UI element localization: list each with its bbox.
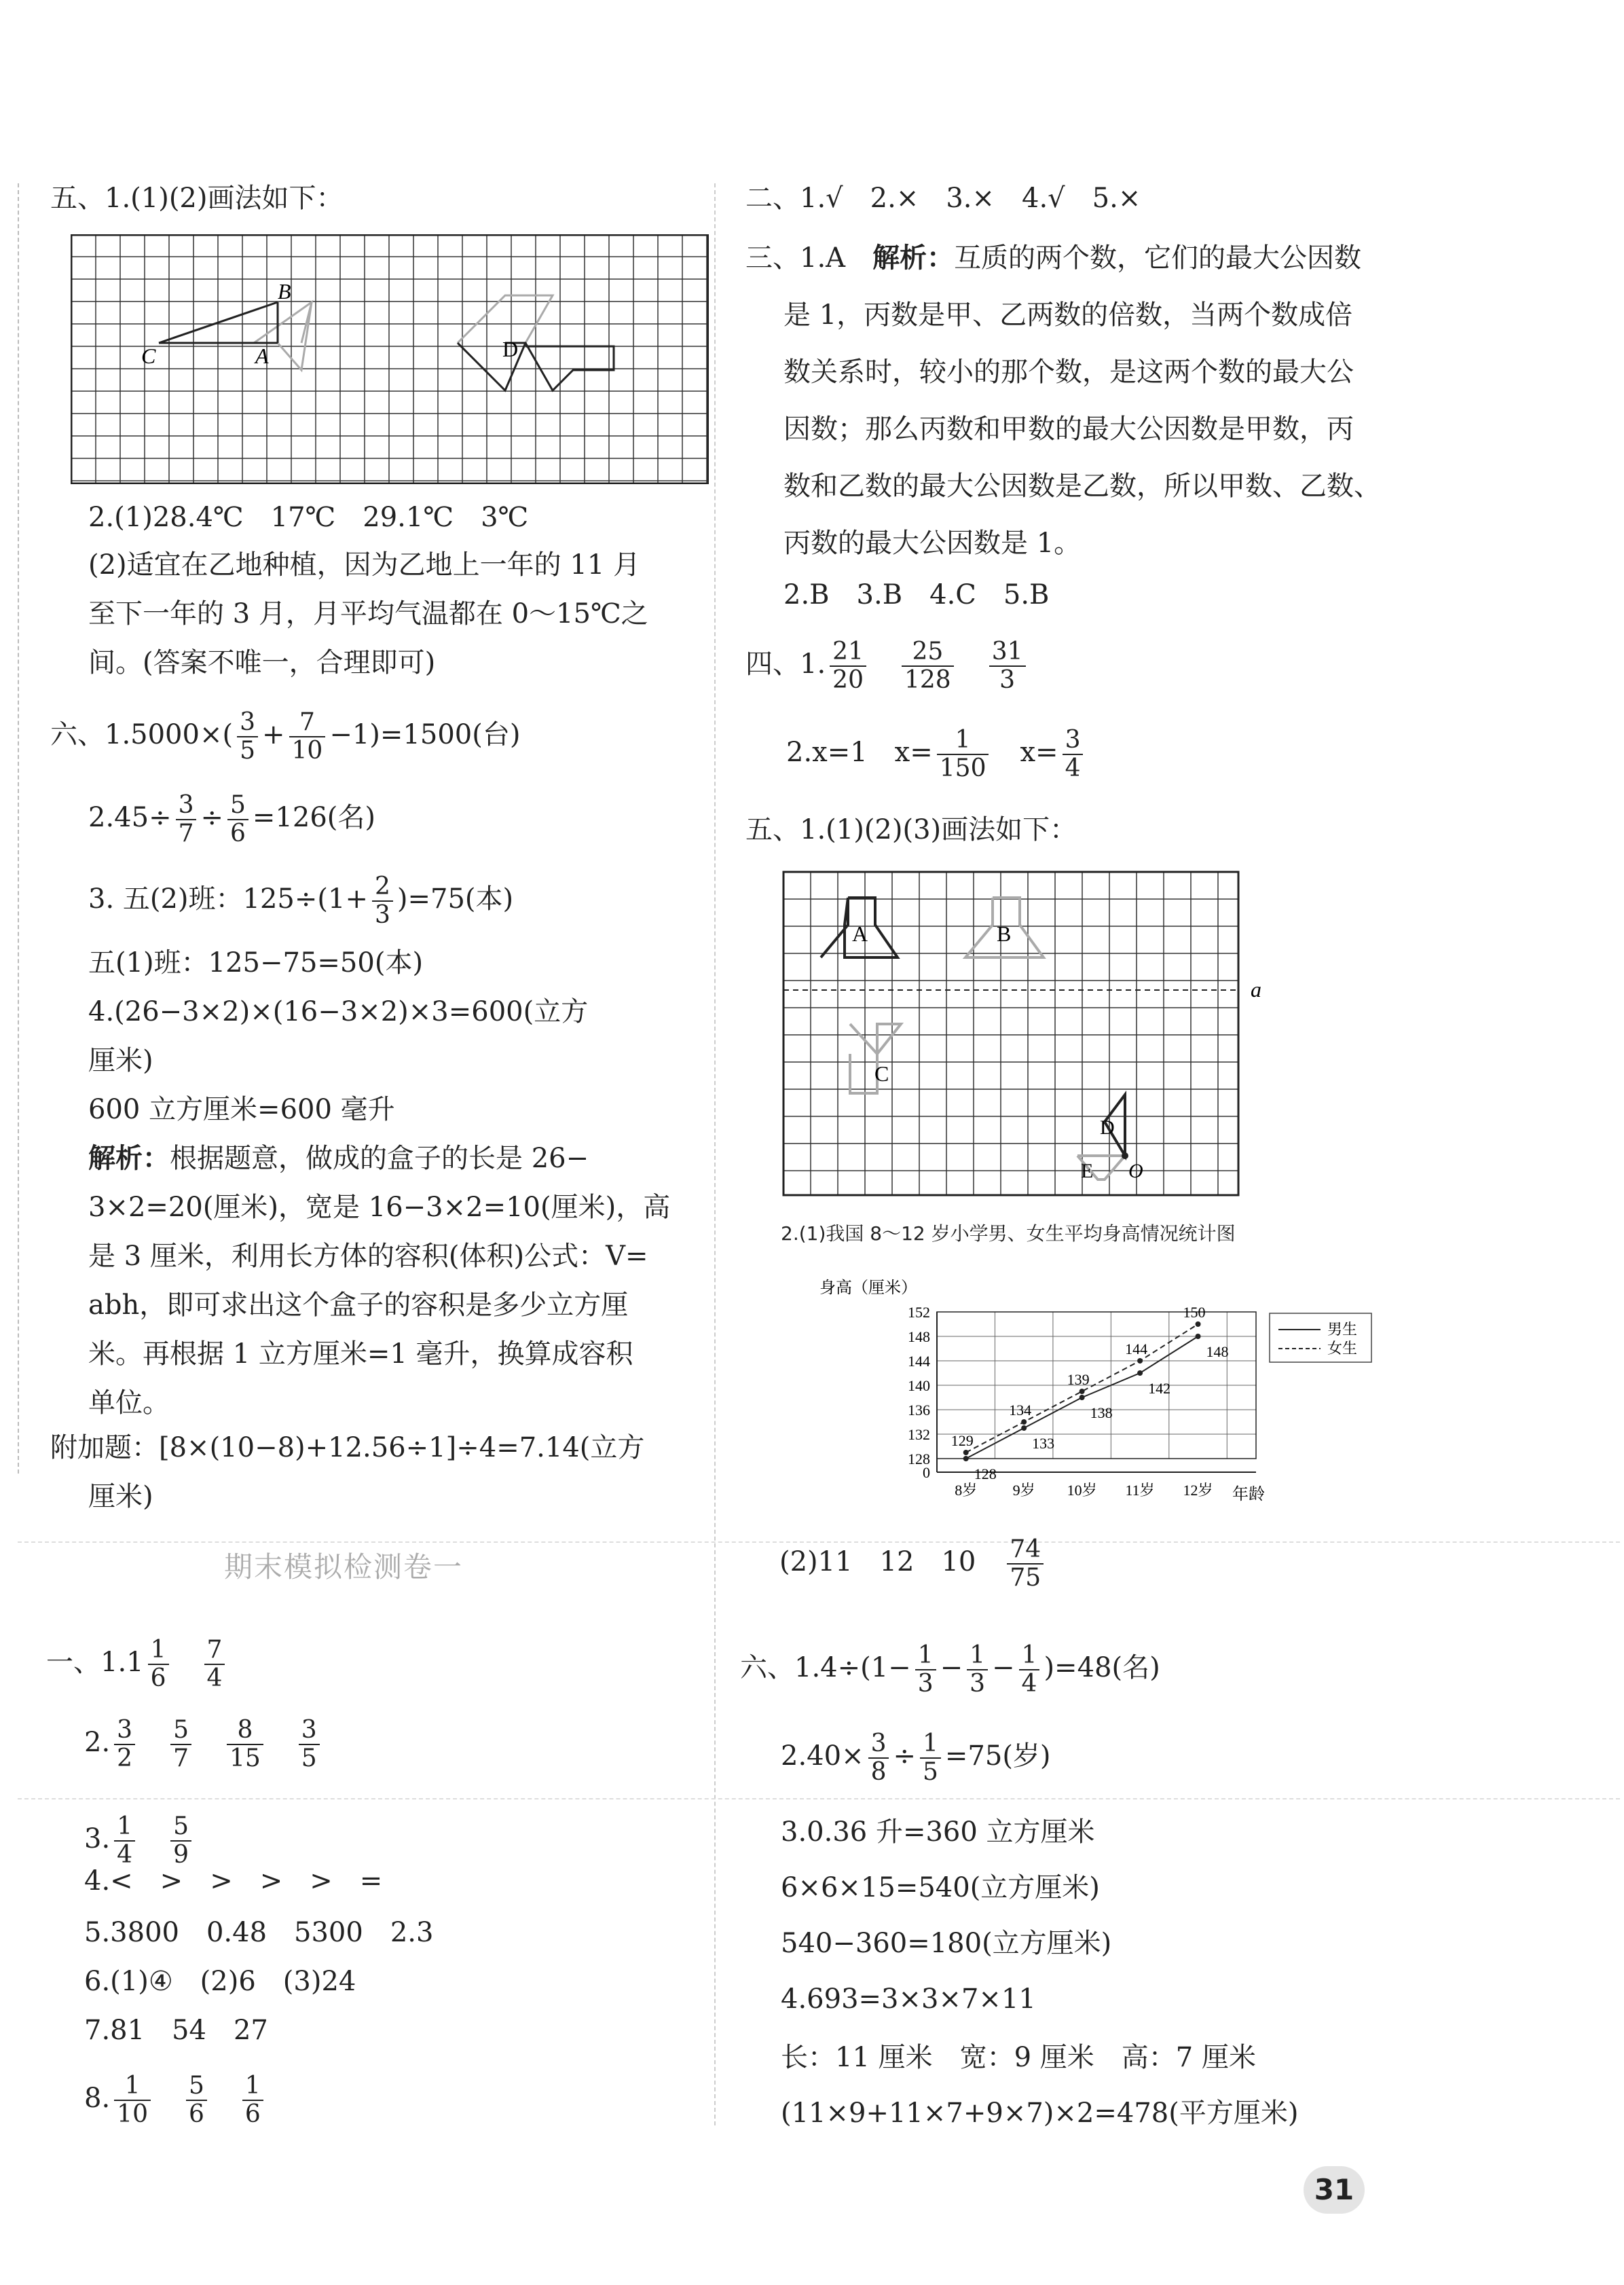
left-line-7: 4.(26−3×2)×(16−3×2)×3=600(立方: [88, 996, 589, 1027]
data-label: 129: [951, 1432, 974, 1449]
grid2-label-E: E: [1081, 1160, 1094, 1182]
data-point: [963, 1450, 969, 1455]
left-q5-2-2: (2)适宜在乙地种植，因为乙地上一年的 11 月: [88, 549, 640, 581]
left-q5-2-4: 间。(答案不唯一，合理即可): [88, 647, 436, 678]
y-tick-label: 148: [908, 1328, 930, 1345]
right-three-5: 数和乙数的最大公因数是乙数，所以甲数、乙数、: [783, 471, 1381, 502]
data-point: [1196, 1321, 1201, 1327]
center-rule: [714, 183, 716, 2125]
y-tick-label: 136: [908, 1402, 930, 1419]
left-line-14: 米。再根据 1 立方厘米=1 毫升，换算成容积: [88, 1338, 633, 1370]
left-q2: 2. $\frac{3}{2}$ $\frac{5}{7}$ $\frac{8}{15}$ $\frac{3}{5}$: [84, 1717, 324, 1772]
grid1-label-B: B: [278, 279, 291, 304]
y-tick-label: 132: [908, 1426, 930, 1443]
left-line-13: abh，即可求出这个盒子的容积是多少立方厘: [88, 1290, 629, 1321]
grid1-label-D: D: [502, 337, 519, 361]
right-six-3c: 540−360=180(立方厘米): [781, 1928, 1112, 1959]
left-line-17: 厘米): [88, 1481, 153, 1512]
right-six-4b: 长：11 厘米 宽：9 厘米 高：7 厘米: [781, 2042, 1256, 2073]
grid1-label-A: A: [255, 344, 269, 368]
left-line-12: 是 3 厘米，利用长方体的容积(体积)公式：V=: [88, 1241, 648, 1272]
left-q7: 7.81 54 27: [84, 2015, 268, 2046]
legend-boys: 男生: [1327, 1321, 1358, 1338]
left-margin-rule: [18, 183, 19, 1474]
page-number-badge: [1304, 2166, 1365, 2214]
data-point: [963, 1456, 969, 1461]
grid2-label-D: D: [1100, 1116, 1115, 1139]
data-label: 128: [974, 1465, 997, 1482]
right-two: 二、1.√ 2.× 3.× 4.√ 5.×: [745, 183, 1141, 214]
x-tick-label: 8岁: [955, 1482, 978, 1499]
left-line-16: 附加题：[8×(10−8)+12.56÷1]÷4=7.14(立方: [50, 1432, 645, 1463]
height-line-chart: [805, 1268, 1388, 1520]
x-tick-label: 9岁: [1012, 1482, 1035, 1499]
data-point: [1021, 1425, 1027, 1431]
y-tick-label: 152: [908, 1304, 930, 1321]
data-label: 150: [1183, 1304, 1206, 1321]
y-tick-label: 144: [908, 1353, 930, 1370]
data-label: 133: [1032, 1435, 1055, 1452]
right-six-3: 3.0.36 升=360 立方厘米: [781, 1816, 1095, 1848]
data-label: 142: [1148, 1380, 1171, 1397]
right-four-2: 2.x=1 x= $\frac{1}{150}$ x= $\frac{3}{4}$: [786, 727, 1087, 782]
right-three-3: 数关系时，较小的那个数，是这两个数的最大公: [783, 357, 1354, 388]
left-line-15: 单位。: [88, 1387, 170, 1419]
data-label: 139: [1067, 1371, 1090, 1388]
page-number: 31: [1314, 2173, 1354, 2206]
left-q5-2-1: 2.(1)28.4℃ 17℃ 29.1℃ 3℃: [88, 502, 529, 533]
left-line-11: 3×2=20(厘米)，宽是 16−3×2=10(厘米)，高: [88, 1192, 671, 1223]
data-point: [1079, 1395, 1085, 1400]
section-title: 期末模拟检测卷一: [224, 1550, 464, 1584]
left-q4: 4.< > > > > =: [84, 1865, 383, 1897]
data-label: 148: [1206, 1343, 1229, 1360]
left-line-6: 五(1)班：125−75=50(本): [88, 947, 424, 979]
right-six-4: 4.693=3×3×7×11: [781, 1984, 1036, 2015]
right-three-1: 三、1.A 解析：互质的两个数，它们的最大公因数: [745, 242, 1362, 274]
left-line-9: 600 立方厘米=600 毫升: [88, 1094, 395, 1125]
right-three-6: 丙数的最大公因数是 1。: [783, 528, 1082, 559]
x-tick-label: 10岁: [1067, 1482, 1097, 1499]
y-tick-label: 128: [908, 1450, 930, 1467]
right-five-heading: 五、1.(1)(2)(3)画法如下：: [745, 814, 1077, 845]
right-four-1: 四、1. $\frac{21}{20}$ $\frac{25}{128}$ $\frac{31}{3}$: [745, 638, 1030, 694]
data-label: 138: [1090, 1404, 1113, 1421]
left-q5-heading: 五、1.(1)(2)画法如下：: [50, 183, 344, 214]
left-q1: 一、1.1 $\frac{1}{6}$ $\frac{7}{4}$: [46, 1637, 229, 1692]
section-divider-2: [18, 1798, 1620, 1799]
grid2-label-a: a: [1251, 977, 1261, 1002]
right-three-7: 2.B 3.B 4.C 5.B: [783, 579, 1050, 610]
x-tick-label: 11岁: [1125, 1482, 1155, 1499]
legend-girls: 女生: [1327, 1340, 1358, 1357]
grid2-label-O: O: [1128, 1160, 1143, 1182]
left-six-2: 2.45÷ $\frac{3}{7}$ ÷ $\frac{5}{6}$ =126(名): [88, 791, 375, 847]
left-q3: 3. $\frac{1}{4}$ $\frac{5}{9}$: [84, 1813, 196, 1869]
grid2-label-B: B: [997, 921, 1012, 946]
right-six-3b: 6×6×15=540(立方厘米): [781, 1872, 1100, 1903]
right-three-4: 因数；那么丙数和甲数的最大公因数是甲数，丙: [783, 414, 1354, 445]
data-point: [1079, 1389, 1085, 1394]
grid-figure-2: [782, 871, 1271, 1196]
chart-ylabel: 身高（厘米）: [819, 1279, 917, 1297]
chart-xlabel: 年龄: [1232, 1486, 1265, 1503]
chart-caption: 2.(1)我国 8～12 岁小学男、女生平均身高情况统计图: [781, 1222, 1236, 1245]
right-six-1: 六、1.4÷(1− $\frac{1}{3}$ − $\frac{1}{3}$ − $\frac{1}{4}$ )=48(名): [740, 1641, 1160, 1698]
grid2-label-A: A: [852, 921, 868, 946]
data-label: 134: [1009, 1402, 1032, 1419]
right-six-4c: (11×9+11×7+9×7)×2=478(平方厘米): [781, 2098, 1299, 2129]
grid1-label-C: C: [141, 344, 156, 368]
right-three-2: 是 1，丙数是甲、乙两数的倍数，当两个数成倍: [783, 299, 1353, 331]
y-tick-label: 140: [908, 1377, 930, 1394]
y-tick-label: 0: [923, 1464, 930, 1481]
grid2-label-C: C: [874, 1061, 889, 1086]
left-q5: 5.3800 0.48 5300 2.3: [84, 1917, 434, 1948]
right-six-2: 2.40× $\frac{3}{8}$ ÷ $\frac{1}{5}$ =75(岁): [781, 1730, 1051, 1786]
left-line-10: 解析：根据题意，做成的盒子的长是 26−: [88, 1143, 589, 1174]
left-q6: 6.(1)④ (2)6 (3)24: [84, 1966, 356, 1997]
right-five-2-2: (2)11 12 10 $\frac{74}{75}$: [779, 1536, 1048, 1592]
x-tick-label: 12岁: [1183, 1482, 1213, 1499]
grid-figure-1: [71, 234, 709, 484]
left-six-3: 3. 五(2)班：125÷(1+ $\frac{2}{3}$ )=75(本): [88, 873, 514, 929]
left-q8: 8. $\frac{1}{10}$ $\frac{5}{6}$ $\frac{1}{6}$: [84, 2072, 267, 2128]
left-line-8: 厘米): [88, 1045, 153, 1076]
left-six-1: 六、1.5000×( $\frac{3}{5}$ + $\frac{7}{10}$ −1)=1500(台): [50, 708, 521, 765]
data-point: [1196, 1334, 1201, 1339]
data-label: 144: [1125, 1340, 1148, 1357]
data-point: [1021, 1419, 1027, 1425]
data-point: [1137, 1370, 1143, 1376]
left-q5-2-3: 至下一年的 3 月，月平均气温都在 0～15℃之: [88, 598, 648, 629]
data-point: [1137, 1358, 1143, 1364]
